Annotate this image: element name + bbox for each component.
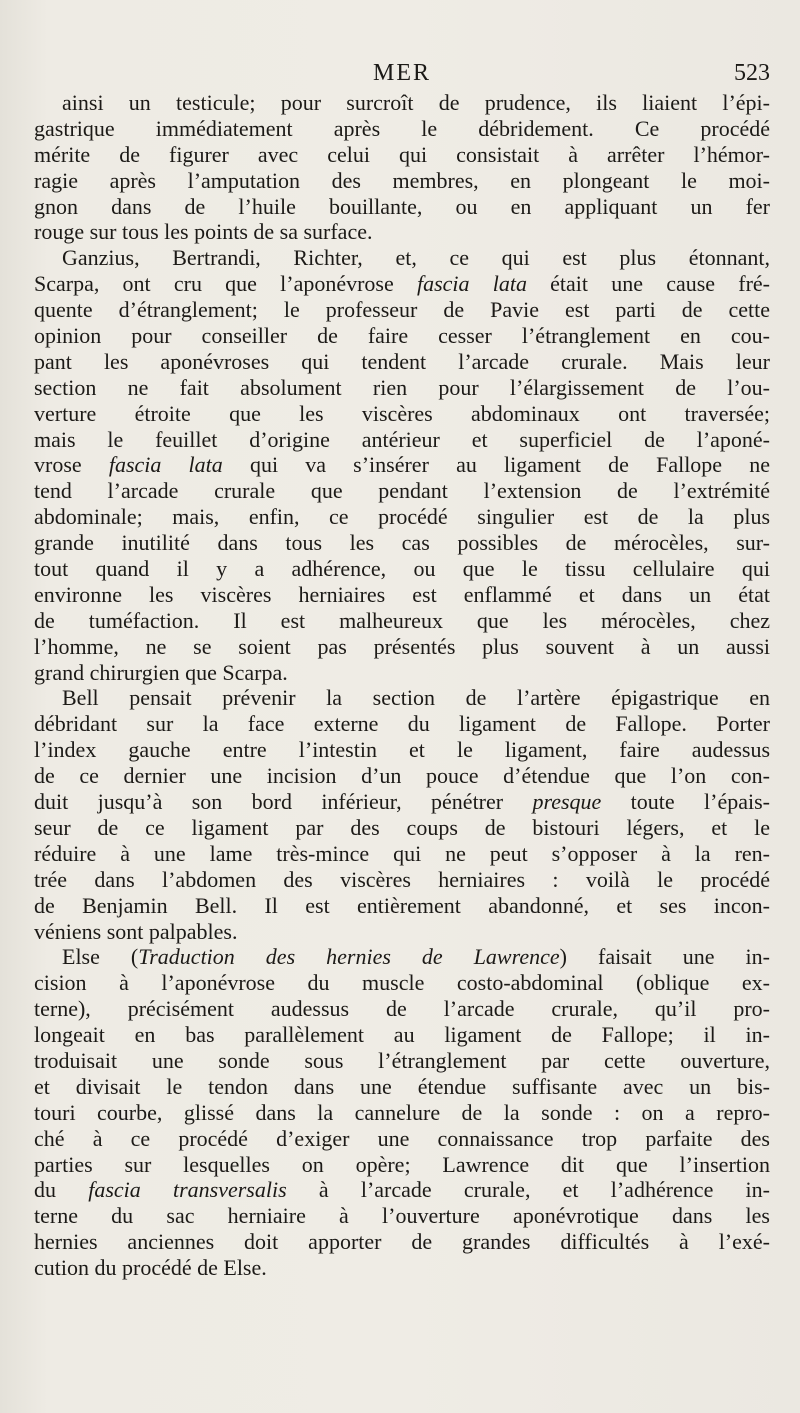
text-segment: tend l’arcade crurale que pendant l’extension de l’extrémité — [34, 478, 770, 504]
text-segment: Ganzius, Bertrandi, Richter, et, ce qui est plus étonnant, — [62, 245, 770, 271]
text-line — [34, 944, 770, 970]
text-segment: était une cause fré- — [526, 271, 770, 297]
text-segment: ) faisait une in- — [559, 944, 770, 970]
text-line — [34, 1229, 770, 1255]
text-segment: véniens sont palpables. — [34, 918, 238, 944]
italic-text: fascia lata — [416, 271, 527, 297]
text-segment: de tuméfaction. Il est malheureux que les mérocèles, chez — [34, 607, 770, 633]
text-segment: ché à ce procédé d’exiger une connaissance trop parfaite des — [34, 1125, 770, 1151]
text-line — [34, 401, 770, 427]
text-line — [34, 142, 770, 168]
text-line — [34, 452, 770, 478]
text-line — [34, 116, 770, 142]
text-line — [34, 1048, 770, 1074]
text-segment: cution du procédé de Else. — [34, 1255, 267, 1281]
text-segment: touri courbe, glissé dans la cannelure de la sonde : on a repro- — [34, 1099, 770, 1125]
text-segment: Scarpa, ont cru que l’aponévrose — [34, 271, 417, 297]
text-segment: quente d’étranglement; le professeur de Pavie est parti de cette — [34, 297, 770, 323]
text-line — [34, 504, 770, 530]
text-line — [34, 556, 770, 582]
text-segment: parties sur lesquelles on opère; Lawrence dit que l’insertion — [34, 1151, 770, 1177]
text-line — [34, 685, 770, 711]
text-line — [34, 582, 770, 608]
text-line — [34, 530, 770, 556]
text-line — [34, 271, 770, 297]
text-segment: terne du sac herniaire à l’ouverture aponévrotique dans les — [34, 1203, 770, 1229]
paragraph — [34, 90, 770, 245]
text-line — [34, 841, 770, 867]
text-segment: Bell pensait prévenir la section de l’artère épigastrique en — [62, 685, 770, 711]
text-segment: section ne fait absolument rien pour l’élargissement de l’ou- — [34, 374, 770, 400]
page-header — [34, 56, 770, 90]
text-segment: l’index gauche entre l’intestin et le ligament, faire audessus — [34, 737, 770, 763]
text-line — [34, 763, 770, 789]
text-line — [34, 478, 770, 504]
text-segment: Else ( — [62, 944, 139, 970]
text-segment: gastrique immédiatement après le débridement. Ce procédé — [34, 115, 770, 141]
text-line — [34, 1074, 770, 1100]
text-segment: pant les aponévroses qui tendent l’arcade crurale. Mais leur — [34, 348, 770, 374]
text-line — [34, 737, 770, 763]
text-line — [34, 1126, 770, 1152]
text-line — [34, 1022, 770, 1048]
text-segment: grand chirurgien que Scarpa. — [34, 659, 288, 685]
text-line — [34, 297, 770, 323]
italic-text: Traduction des hernies de Lawrence — [138, 944, 560, 970]
italic-text: presque — [532, 789, 602, 815]
text-line — [34, 867, 770, 893]
text-segment: de Benjamin Bell. Il est entièrement abandonné, et ses incon- — [34, 892, 770, 918]
text-line — [34, 1255, 770, 1281]
text-line — [34, 970, 770, 996]
text-segment: à l’arcade crurale, et l’adhérence in- — [286, 1177, 770, 1203]
text-line — [34, 1177, 770, 1203]
paragraph — [34, 685, 770, 944]
text-segment: opinion pour conseiller de faire cesser l’étranglement en cou- — [34, 323, 770, 349]
text-segment: débridant sur la face externe du ligament de Fallope. Porter — [34, 711, 770, 737]
text-line — [34, 893, 770, 919]
text-line — [34, 1100, 770, 1126]
text-line — [34, 323, 770, 349]
text-line — [34, 1152, 770, 1178]
text-line — [34, 608, 770, 634]
italic-text: fascia lata — [108, 452, 223, 478]
text-line — [34, 349, 770, 375]
text-line — [34, 375, 770, 401]
paragraph — [34, 944, 770, 1281]
text-segment: verture étroite que les viscères abdominaux ont traversée; — [34, 400, 770, 426]
text-segment: ragie après l’amputation des membres, en plongeant le moi- — [34, 167, 770, 193]
text-segment: qui va s’insérer au ligament de Fallope ne — [222, 452, 771, 478]
text-line — [34, 815, 770, 841]
text-line — [34, 168, 770, 194]
text-segment: longeait en bas parallèlement au ligament de Fallope; il in- — [34, 1022, 770, 1048]
text-line — [34, 1203, 770, 1229]
text-line — [34, 194, 770, 220]
page-number: 523 — [734, 60, 770, 86]
text-segment: terne), précisément audessus de l’arcade crurale, qu’il pro- — [34, 996, 770, 1022]
italic-text: fascia transversalis — [88, 1177, 287, 1203]
text-line — [34, 427, 770, 453]
text-segment: cision à l’aponévrose du muscle costo-abdominal (oblique ex- — [34, 970, 770, 996]
text-segment: ainsi un testicule; pour surcroît de prudence, ils liaient l’épi- — [62, 90, 770, 115]
text-segment: hernies anciennes doit apporter de grandes difficultés à l’exé- — [34, 1229, 770, 1255]
running-head: MER — [372, 60, 431, 86]
text-line — [34, 919, 770, 945]
text-segment: toute l’épais- — [601, 789, 770, 815]
text-segment: de ce dernier une incision d’un pouce d’étendue que l’on con- — [34, 763, 770, 789]
text-segment: vrose — [34, 452, 109, 478]
text-line — [34, 789, 770, 815]
text-segment: abdominale; mais, enfin, ce procédé singulier est de la plus — [34, 504, 770, 530]
text-segment: environne les viscères herniaires est enflammé et dans un état — [34, 581, 770, 607]
text-line — [34, 996, 770, 1022]
text-segment: l’homme, ne se soient pas présentés plus souvent à un aussi — [34, 633, 770, 659]
text-line — [34, 711, 770, 737]
text-segment: mais le feuillet d’origine antérieur et superficiel de l’aponé- — [34, 426, 770, 452]
text-segment: duit jusqu’à son bord inférieur, pénétrer — [34, 789, 533, 815]
text-segment: gnon dans de l’huile bouillante, ou en appliquant un fer — [34, 193, 770, 219]
text-line — [34, 660, 770, 686]
text-segment: seur de ce ligament par des coups de bistouri légers, et le — [34, 814, 770, 840]
text-segment: troduisait une sonde sous l’étranglement par cette ouverture, — [34, 1047, 770, 1073]
text-segment: du — [34, 1177, 89, 1203]
text-segment: tout quand il y a adhérence, ou que le tissu cellulaire qui — [34, 556, 770, 582]
text-segment: grande inutilité dans tous les cas possibles de mérocèles, sur- — [34, 530, 770, 556]
text-segment: rouge sur tous les points de sa surface. — [34, 219, 373, 245]
text-segment: trée dans l’abdomen des viscères herniaires : voilà le procédé — [34, 866, 770, 892]
text-line — [34, 219, 770, 245]
text-line — [34, 245, 770, 271]
text-line — [34, 634, 770, 660]
text-segment: réduire à une lame très-mince qui ne peut s’opposer à la ren- — [34, 840, 770, 866]
body-text — [34, 90, 770, 1281]
paragraph — [34, 245, 770, 685]
text-segment: mérite de figurer avec celui qui consistait à arrêter l’hémor- — [34, 141, 770, 167]
text-line — [34, 90, 770, 116]
text-segment: et divisait le tendon dans une étendue suffisante avec un bis- — [34, 1073, 770, 1099]
